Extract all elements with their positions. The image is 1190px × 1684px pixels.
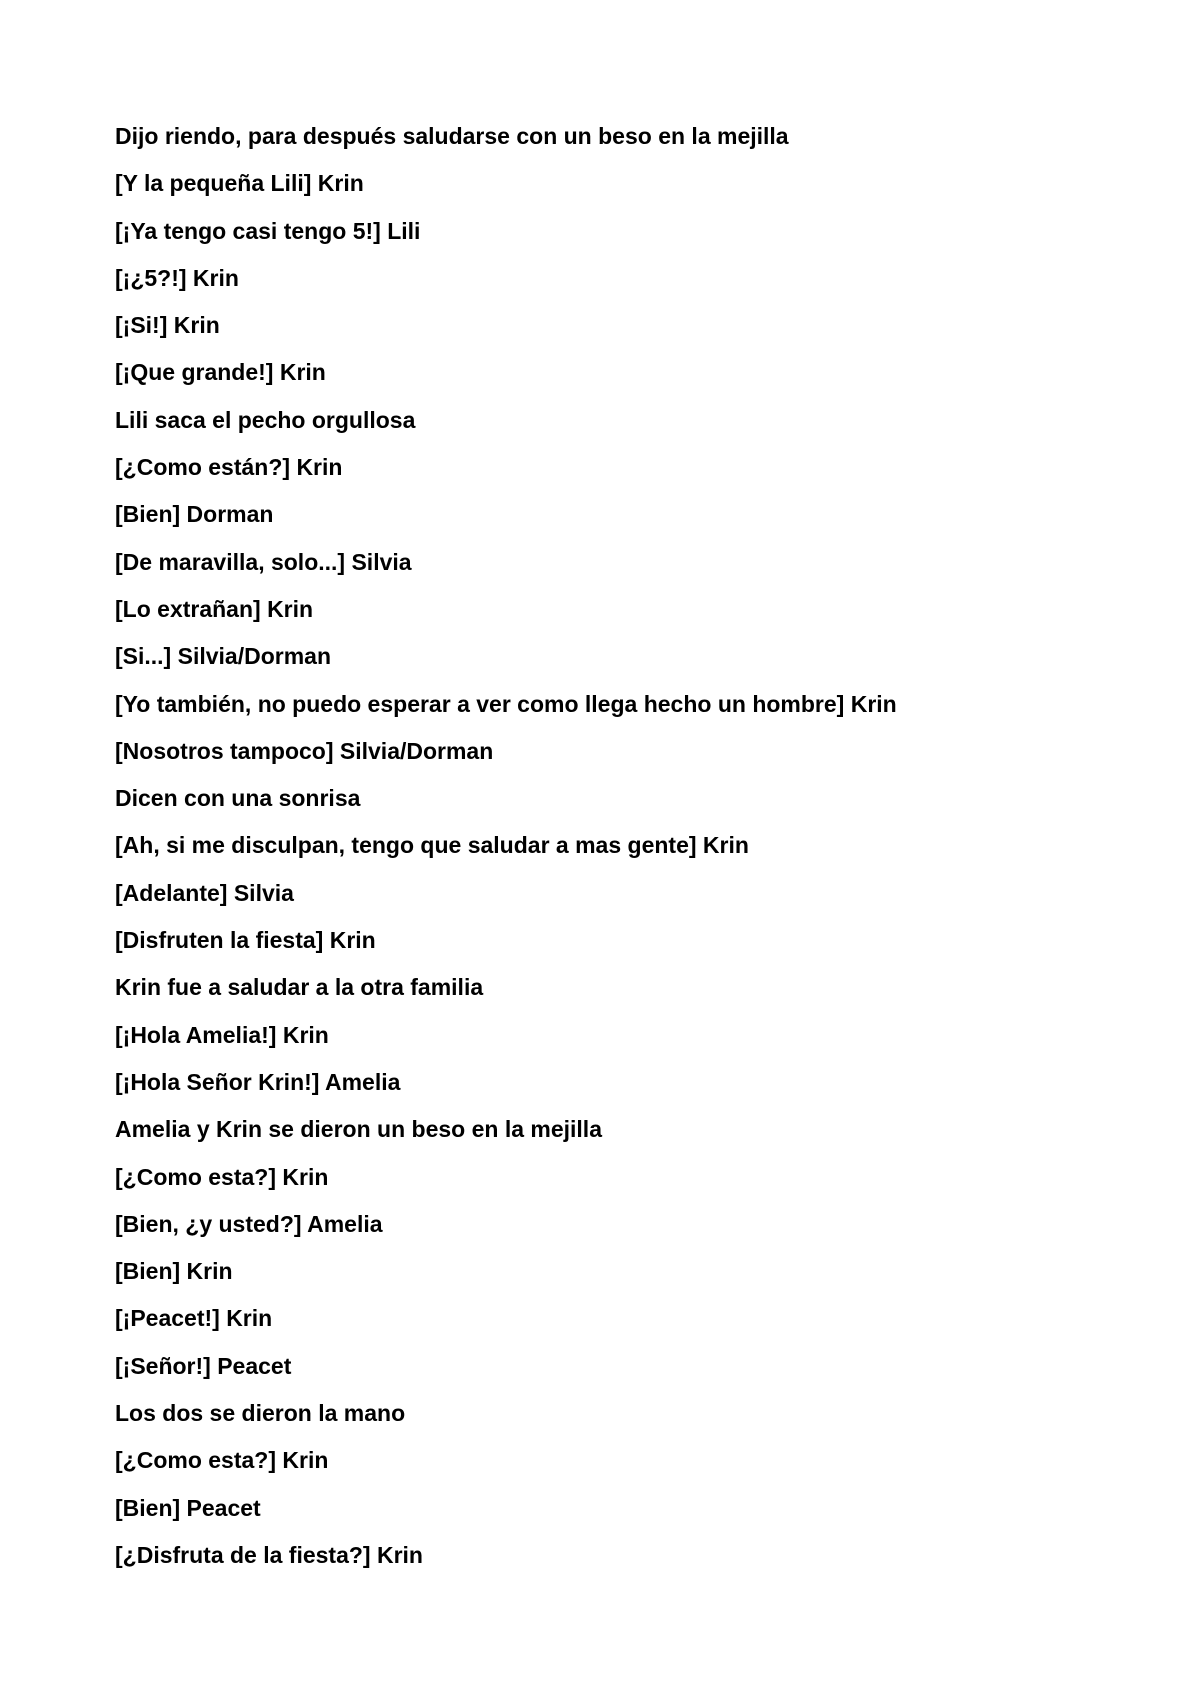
text-line: [¡Si!] Krin xyxy=(115,312,220,339)
text-line: [Bien, ¿y usted?] Amelia xyxy=(115,1210,383,1237)
text-line: Lili saca el pecho orgullosa xyxy=(115,406,416,433)
text-line: [¿Como están?] Krin xyxy=(115,454,343,481)
text-line: [¿Como esta?] Krin xyxy=(115,1447,329,1474)
text-line: [¿Como esta?] Krin xyxy=(115,1163,329,1190)
text-line: [Bien] Peacet xyxy=(115,1494,261,1521)
text-line: Krin fue a saludar a la otra familia xyxy=(115,974,484,1001)
text-line: [¡Que grande!] Krin xyxy=(115,359,326,386)
text-line: [Disfruten la fiesta] Krin xyxy=(115,927,376,954)
text-line: [De maravilla, solo...] Silvia xyxy=(115,548,412,575)
text-line: [Bien] Krin xyxy=(115,1258,233,1285)
text-line: [¡Señor!] Peacet xyxy=(115,1352,292,1379)
text-line: [Lo extrañan] Krin xyxy=(115,595,314,622)
text-line: [Bien] Dorman xyxy=(115,501,274,528)
text-line: [Yo también, no puedo esperar a ver como llega hecho un hombre] Krin xyxy=(115,690,897,717)
text-line: [¡Ya tengo casi tengo 5!] Lili xyxy=(115,217,421,244)
text-line: [Nosotros tampoco] Silvia/Dorman xyxy=(115,737,494,764)
text-line: Amelia y Krin se dieron un beso en la mejilla xyxy=(115,1116,602,1143)
text-line: [¿Disfruta de la fiesta?] Krin xyxy=(115,1541,423,1568)
text-line: [Ah, si me disculpan, tengo que saludar a mas gente] Krin xyxy=(115,832,749,859)
text-line: [Y la pequeña Lili] Krin xyxy=(115,170,364,197)
text-line: [¡Peacet!] Krin xyxy=(115,1305,273,1332)
text-line: [¡Hola Amelia!] Krin xyxy=(115,1021,329,1048)
text-line: Dicen con una sonrisa xyxy=(115,785,361,812)
dialogue-text xyxy=(115,113,1115,1579)
text-line: [Si...] Silvia/Dorman xyxy=(115,643,331,670)
text-line: [Adelante] Silvia xyxy=(115,879,294,906)
text-line: Dijo riendo, para después saludarse con un beso en la mejilla xyxy=(115,123,789,149)
text-line: [¡¿5?!] Krin xyxy=(115,264,239,291)
text-line: [¡Hola Señor Krin!] Amelia xyxy=(115,1068,401,1095)
text-line: Los dos se dieron la mano xyxy=(115,1400,406,1427)
